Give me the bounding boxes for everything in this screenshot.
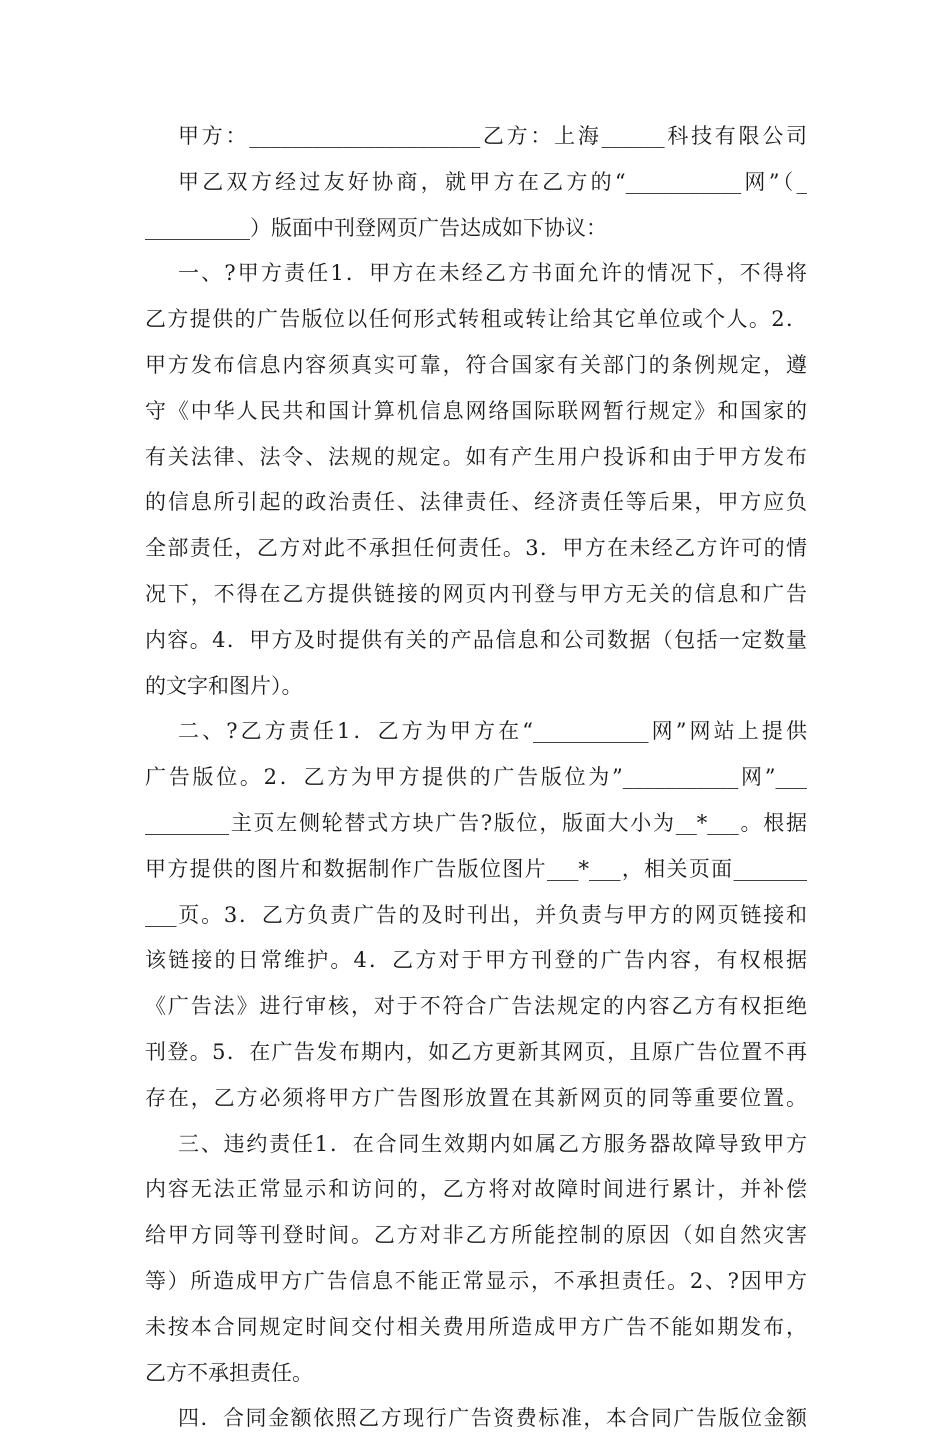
contract-text-line: 二、?乙方责任1．乙方为甲方在“___________网”网站上提供 [178,719,807,744]
contract-text-line: 内容。4．甲方及时提供有关的产品信息和公司数据（包括一定数量 [145,627,807,652]
contract-text-line: ___页。3．乙方负责广告的及时刊出，并负责与甲方的网页链接和 [145,902,807,927]
contract-text-line: 的文字和图片）。 [145,673,303,698]
contract-text-line: 甲方发布信息内容须真实可靠，符合国家有关部门的条例规定，遵 [145,352,807,377]
contract-text-line: 的信息所引起的政治责任、法律责任、经济责任等后果，甲方应负 [145,490,807,515]
contract-text-line: 内容无法正常显示和访问的，乙方将对故障时间进行累计，并补偿 [145,1177,807,1202]
contract-text-line: 乙方提供的广告版位以任何形式转租或转让给其它单位或个人。2． [145,307,807,332]
contract-text-line: 守《中华人民共和国计算机信息网络国际联网暂行规定》和国家的 [145,398,807,423]
contract-text-line: 给甲方同等刊登时间。乙方对非乙方所能控制的原因（如自然灾害 [145,1223,807,1248]
contract-text-line: 况下，不得在乙方提供链接的网页内刊登与甲方无关的信息和广告 [145,581,807,606]
contract-text-line: 一、?甲方责任1．甲方在未经乙方书面允许的情况下，不得将 [178,261,807,286]
contract-text-line: 等）所造成甲方广告信息不能正常显示，不承担责任。2、?因甲方 [145,1268,807,1293]
contract-text-line: 甲方提供的图片和数据制作广告版位图片___*___，相关页面_______ [145,856,807,881]
contract-text-line: 全部责任，乙方对此不承担任何责任。3．甲方在未经乙方许可的情 [145,536,807,561]
contract-text-line: 该链接的日常维护。4．乙方对于甲方刊登的广告内容，有权根据 [145,948,807,973]
contract-text-line: 存在，乙方必须将甲方广告图形放置在其新网页的同等重要位置。 [145,1085,807,1110]
contract-text-line: __________）版面中刊登网页广告达成如下协议： [145,215,607,240]
contract-text-line: 乙方不承担责任。 [145,1360,313,1385]
contract-text-line: 《广告法》进行审核，对于不符合广告法规定的内容乙方有权拒绝 [145,994,807,1019]
contract-text-line: 甲乙双方经过友好协商，就甲方在乙方的“___________网”（_ [178,169,807,194]
contract-text-line: 甲方：______________________乙方：上海______科技有限公司 [178,124,807,148]
contract-text-line: 三、违约责任1．在合同生效期内如属乙方服务器故障导致甲方 [178,1131,807,1156]
contract-text-line: 未按本合同规定时间交付相关费用所造成甲方广告不能如期发布， [145,1314,807,1339]
contract-text-line: 广告版位。2．乙方为甲方提供的广告版位为”___________网”___ [145,765,807,790]
contract-text-line: ________主页左侧轮替式方块广告?版位，版面大小为__*___。根据 [145,810,807,835]
contract-text-line: 有关法律、法令、法规的规定。如有产生用户投诉和由于甲方发布 [145,444,807,469]
contract-text-line: 刊登。5．在广告发布期内，如乙方更新其网页，且原广告位置不再 [145,1039,807,1064]
contract-text-line: 四．合同金额依照乙方现行广告资费标准，本合同广告版位金额 [178,1406,807,1431]
contract-body [145,114,807,1442]
